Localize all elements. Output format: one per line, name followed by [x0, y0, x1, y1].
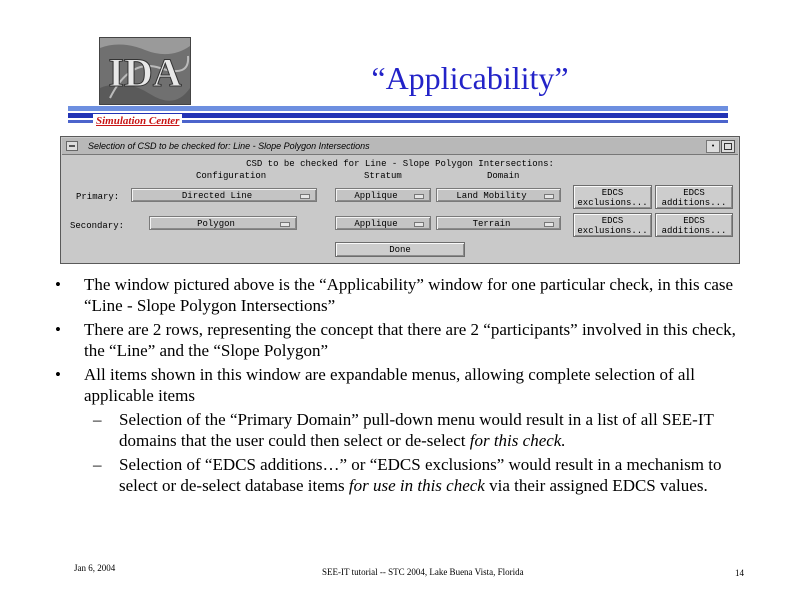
window-menu-button[interactable] [66, 141, 78, 151]
primary-domain-menu[interactable] [436, 188, 561, 202]
sub-bullet-text: Selection of the “Primary Domain” pull-down menu would result in a list of all SEE-IT domains that the user could then select or de-select [119, 410, 714, 450]
sub-bullet-emphasis: for this check. [469, 431, 566, 450]
secondary-edcs-additions-button[interactable] [655, 213, 733, 237]
button-line: additions... [661, 226, 727, 236]
secondary-stratum-menu[interactable] [335, 216, 431, 230]
window-titlebar[interactable] [62, 138, 738, 155]
button-line: EDCS [683, 216, 705, 226]
bullet-icon: • [55, 275, 61, 294]
column-header-domain: Domain [487, 171, 520, 181]
bullet-icon: • [55, 365, 61, 384]
secondary-configuration-menu[interactable] [149, 216, 297, 230]
button-line: EDCS [601, 188, 624, 198]
window-title: Selection of CSD to be checked for: Line - Slope Polygon Intersections [88, 141, 370, 151]
secondary-row-label: Secondary: [70, 221, 125, 231]
bullet-text: The window pictured above is the “Applicability” window for one particular check, in this case “Line - Slope Polygon Intersections” [84, 275, 734, 315]
sub-bullet-text: via their assigned EDCS values. [484, 476, 708, 495]
bullet-item [55, 274, 755, 316]
column-header-stratum: Stratum [364, 171, 402, 181]
dash-icon: – [93, 455, 102, 474]
primary-configuration-value: Directed Line [181, 191, 253, 201]
maximize-button[interactable] [721, 140, 735, 153]
secondary-domain-value: Terrain [472, 219, 511, 229]
secondary-configuration-value: Polygon [197, 219, 235, 229]
primary-domain-value: Land Mobility [456, 191, 527, 201]
org-label: Simulation Center [93, 114, 182, 129]
button-line: EDCS [683, 188, 705, 198]
logo-letters: IDA [108, 50, 182, 95]
dropdown-indicator-icon [414, 194, 424, 199]
window-heading: CSD to be checked for Line - Slope Polygon Intersections: [246, 159, 554, 169]
button-line: EDCS [601, 216, 624, 226]
ida-logo-graphic [100, 38, 190, 104]
bullet-list [55, 274, 755, 499]
sub-bullet-text: Selection of “EDCS additions…” or “EDCS exclusions” would result in a mechanism to select or de-select database items [119, 455, 722, 495]
page-number: 14 [735, 568, 744, 578]
primary-stratum-value: Applique [354, 191, 398, 201]
dropdown-indicator-icon [414, 222, 424, 227]
bullet-icon: • [55, 320, 61, 339]
button-line: exclusions... [577, 226, 648, 236]
secondary-domain-menu[interactable] [436, 216, 561, 230]
bullet-item [55, 319, 755, 361]
sub-bullet-item [55, 454, 755, 496]
button-line: exclusions... [577, 198, 648, 208]
applicability-window [60, 136, 740, 264]
primary-edcs-exclusions-button[interactable] [573, 185, 652, 209]
primary-configuration-menu[interactable] [131, 188, 317, 202]
sub-bullet-item [55, 409, 755, 451]
footer-center: SEE-IT tutorial -- STC 2004, Lake Buena Vista, Florida [322, 567, 524, 577]
done-button[interactable]: Done [335, 242, 465, 257]
ida-logo [99, 37, 191, 105]
dropdown-indicator-icon [544, 194, 554, 199]
primary-row-label: Primary: [76, 192, 120, 202]
slide-title: “Applicability” [371, 60, 569, 96]
primary-stratum-menu[interactable] [335, 188, 431, 202]
button-line: additions... [661, 198, 727, 208]
dash-icon: – [93, 410, 102, 429]
primary-edcs-additions-button[interactable] [655, 185, 733, 209]
dropdown-indicator-icon [544, 222, 554, 227]
minimize-button[interactable]: • [706, 140, 720, 153]
bullet-item [55, 364, 755, 406]
footer-date: Jan 6, 2004 [74, 563, 116, 573]
column-header-configuration: Configuration [196, 171, 267, 181]
dropdown-indicator-icon [300, 194, 310, 199]
secondary-edcs-exclusions-button[interactable] [573, 213, 652, 237]
header-bar-light [68, 106, 728, 111]
secondary-stratum-value: Applique [354, 219, 398, 229]
bullet-text: There are 2 rows, representing the concept that there are 2 “participants” involved in this check, the “Line” and the “Slope Polygon” [84, 320, 736, 360]
dropdown-indicator-icon [280, 222, 290, 227]
bullet-text: All items shown in this window are expandable menus, allowing complete selection of all applicable items [84, 365, 695, 405]
sub-bullet-emphasis: for use in this check [348, 476, 485, 495]
